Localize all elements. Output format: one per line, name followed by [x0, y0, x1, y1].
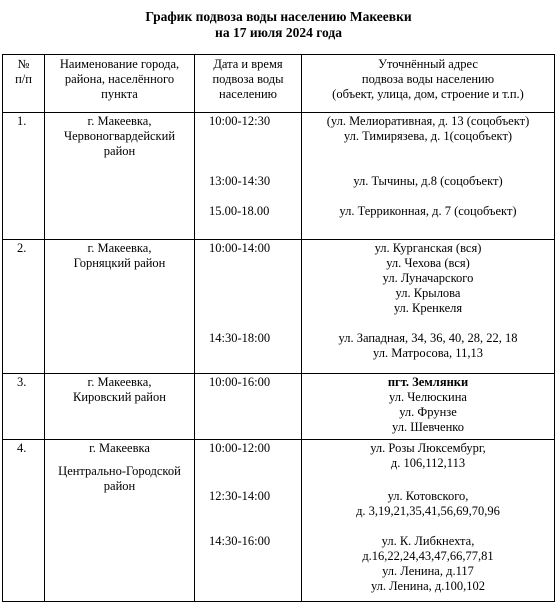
city-line: район: [103, 144, 136, 158]
table-header-row: [3, 55, 555, 113]
time-slot: 15.00-18.00: [209, 204, 270, 218]
address-line: д.16,22,24,43,47,66,77,81: [362, 549, 494, 563]
address-line: ул. Челюскина: [389, 390, 467, 404]
address-line: ул. К. Либкнехта,: [381, 534, 475, 548]
city-line: г. Макеевка,: [87, 114, 152, 128]
address-line: ул. Луначарского: [382, 271, 474, 285]
header-time-line: подвоза воды: [212, 72, 284, 86]
address-group: [302, 441, 554, 489]
header-address-line: (объект, улица, дом, строение и т.п.): [332, 87, 524, 101]
time-slot: 10:00-14:00: [209, 241, 271, 255]
address-line: ул. Чехова (вся): [386, 256, 470, 270]
table-row: [3, 440, 555, 602]
row-number: 3.: [3, 374, 45, 440]
city-line: Червоногвардейский: [63, 129, 176, 143]
address-group: [302, 375, 554, 435]
time-slot: 14:30-18:00: [209, 331, 271, 345]
address-line: ул. Крылова: [395, 286, 461, 300]
header-address-line: подвоза воды населению: [361, 72, 495, 86]
time-slot: 13:00-14:30: [209, 174, 271, 188]
address-group: [302, 534, 554, 594]
time-slot: 14:30-16:00: [209, 534, 271, 548]
city-line: Кировский район: [73, 390, 166, 404]
address-group: [302, 241, 554, 331]
row-number: 1.: [3, 113, 45, 240]
address-group: [302, 489, 554, 534]
row-city: [45, 440, 195, 602]
header-address-line: Уточнённый адрес: [378, 57, 478, 71]
row-city: [45, 374, 195, 440]
table-row: [3, 113, 555, 240]
header-city-line: Наименование города,: [59, 57, 180, 71]
row-number: 2.: [3, 240, 45, 374]
address-line: ул. Западная, 34, 36, 40, 28, 22, 18: [338, 331, 518, 345]
address-group: [302, 174, 554, 204]
city-line: г. Макеевка: [89, 441, 150, 455]
table-row: [3, 374, 555, 440]
row-number: 4.: [3, 440, 45, 602]
header-time-line: населению: [219, 87, 277, 101]
address-line: ул. Тычины, д.8 (соцобъект): [353, 174, 503, 188]
header-city: [45, 55, 195, 113]
address-line: ул. Кренкеля: [393, 301, 463, 315]
address-line: ул. Курганская (вся): [374, 241, 482, 255]
address-line: ул. Тимирязева, д. 1(соцобъект): [343, 129, 513, 143]
document-title: [0, 9, 557, 41]
header-city-line: пункта: [101, 87, 138, 101]
city-line: Центрально-Городской: [58, 464, 181, 478]
address-line: д. 3,19,21,35,41,56,69,70,96: [356, 504, 500, 518]
settlement-name: пгт. Землянки: [387, 375, 469, 389]
time-slot: 10:00-12:30: [209, 114, 271, 128]
row-addresses: [302, 374, 555, 440]
row-times: [195, 240, 302, 374]
row-addresses: [302, 113, 555, 240]
water-schedule-table: [2, 54, 555, 602]
address-group: [302, 331, 554, 361]
address-line: ул. Котовского,: [387, 489, 469, 503]
address-line: д. 106,112,113: [390, 456, 466, 470]
address-line: ул. Розы Люксембург,: [370, 441, 486, 455]
header-num-line: №: [17, 57, 30, 71]
row-addresses: [302, 240, 555, 374]
header-time: [195, 55, 302, 113]
address-group: [302, 204, 554, 219]
row-addresses: [302, 440, 555, 602]
address-line: ул. Ленина, д.100,102: [370, 579, 486, 593]
title-line-2: на 17 июля 2024 года: [215, 25, 342, 40]
header-city-line: района, населённого: [64, 72, 175, 86]
header-num: [3, 55, 45, 113]
time-slot: 10:00-16:00: [209, 375, 271, 389]
header-address: [302, 55, 555, 113]
address-line: ул. Ленина, д.117: [382, 564, 474, 578]
time-slot: 10:00-12:00: [209, 441, 271, 455]
table-row: [3, 240, 555, 374]
header-num-line: п/п: [15, 72, 32, 86]
city-line: г. Макеевка,: [87, 241, 152, 255]
row-times: [195, 440, 302, 602]
address-group: [302, 114, 554, 174]
row-times: [195, 374, 302, 440]
address-line: (ул. Мелиоративная, д. 13 (соцобъект): [326, 114, 530, 128]
row-city: [45, 240, 195, 374]
address-line: ул. Шевченко: [392, 420, 464, 434]
city-line: Горняцкий район: [73, 256, 166, 270]
row-times: [195, 113, 302, 240]
city-line: район: [103, 479, 136, 493]
address-line: ул. Фрунзе: [399, 405, 457, 419]
city-line: г. Макеевка,: [87, 375, 152, 389]
time-slot: 12:30-14:00: [209, 489, 271, 503]
address-line: ул. Терриконная, д. 7 (соцобъект): [339, 204, 517, 218]
header-time-line: Дата и время: [213, 57, 283, 71]
address-line: ул. Матросова, 11,13: [373, 346, 483, 360]
row-city: [45, 113, 195, 240]
title-line-1: График подвоза воды населению Макеевки: [145, 9, 412, 24]
